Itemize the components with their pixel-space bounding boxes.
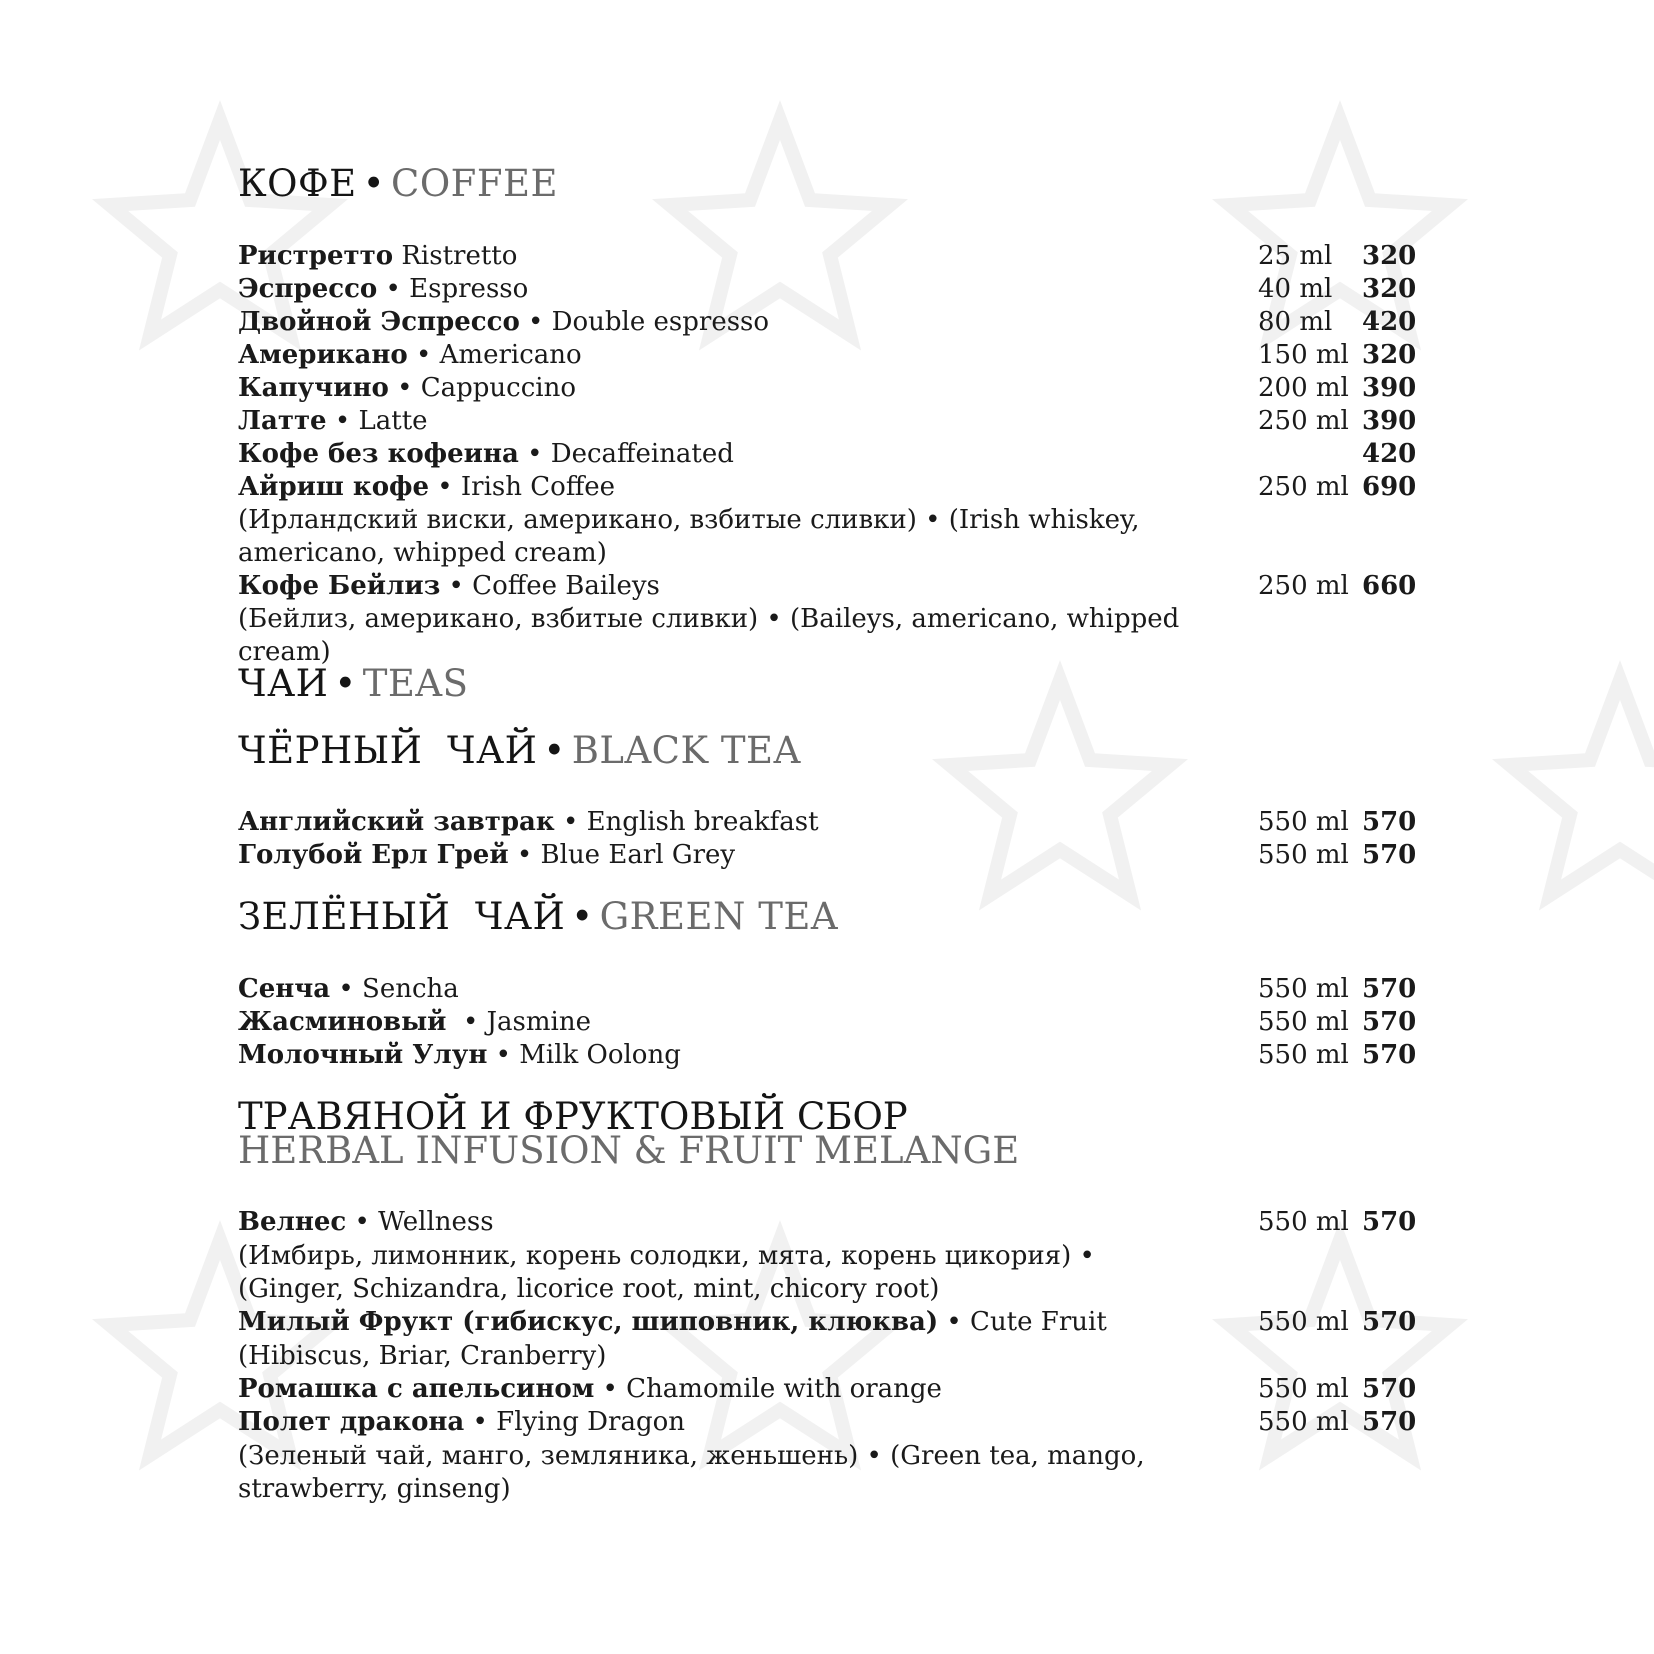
item-price: 320 xyxy=(1362,241,1417,271)
green-tea-heading: ЗЕЛЁНЫЙ ЧАЙ • GREEN TEA xyxy=(238,895,839,938)
teas-heading: ЧАИ • TEAS xyxy=(238,662,469,705)
item-description: (Зеленый чай, манго, земляника, женьшень) • (Green tea, mango, strawberry, ginseng) xyxy=(238,1441,1145,1504)
item-description: (Бейлиз, американо, взбитые сливки) • (Baileys, americano, whipped cream) xyxy=(238,604,1180,667)
item-price: 690 xyxy=(1362,472,1417,502)
item-price: 420 xyxy=(1362,439,1417,469)
item-price: 390 xyxy=(1362,406,1417,436)
item-volume: 250 ml xyxy=(1258,472,1349,502)
item-volume: 200 ml xyxy=(1258,373,1349,403)
item-volume: 25 ml xyxy=(1258,241,1333,271)
coffee-title-ru: КОФЕ xyxy=(238,162,357,205)
item-description: (Hibiscus, Briar, Cranberry) xyxy=(238,1341,607,1371)
item-volume: 40 ml xyxy=(1258,274,1333,304)
item-description: (Ирландский виски, американо, взбитые сливки) • (Irish whiskey, americano, whipped cream) xyxy=(238,505,1140,568)
item-description: (Имбирь, лимонник, корень солодки, мята, корень цикория) • (Ginger, Schizandra, licorice root, mint, chicory root) xyxy=(238,1241,1095,1304)
item-volume: 250 ml xyxy=(1258,406,1349,436)
herbal-heading: ТРАВЯНОЙ И ФРУКТОВЫЙ СБОР HERBAL INFUSION & FRUIT MELANGE xyxy=(238,1095,1020,1172)
item-volume: 250 ml xyxy=(1258,571,1349,601)
item-price: 420 xyxy=(1362,307,1417,337)
item-price: 320 xyxy=(1362,340,1417,370)
black-tea-heading: ЧЁРНЫЙ ЧАЙ • BLACK TEA xyxy=(238,729,801,772)
item-volume: 80 ml xyxy=(1258,307,1333,337)
coffee-title-en: COFFEE xyxy=(391,162,559,205)
item-price: 660 xyxy=(1362,571,1417,601)
item-volume: 150 ml xyxy=(1258,340,1349,370)
coffee-heading: КОФЕ • COFFEE xyxy=(238,162,559,205)
item-price: 320 xyxy=(1362,274,1417,304)
item-price: 390 xyxy=(1362,373,1417,403)
